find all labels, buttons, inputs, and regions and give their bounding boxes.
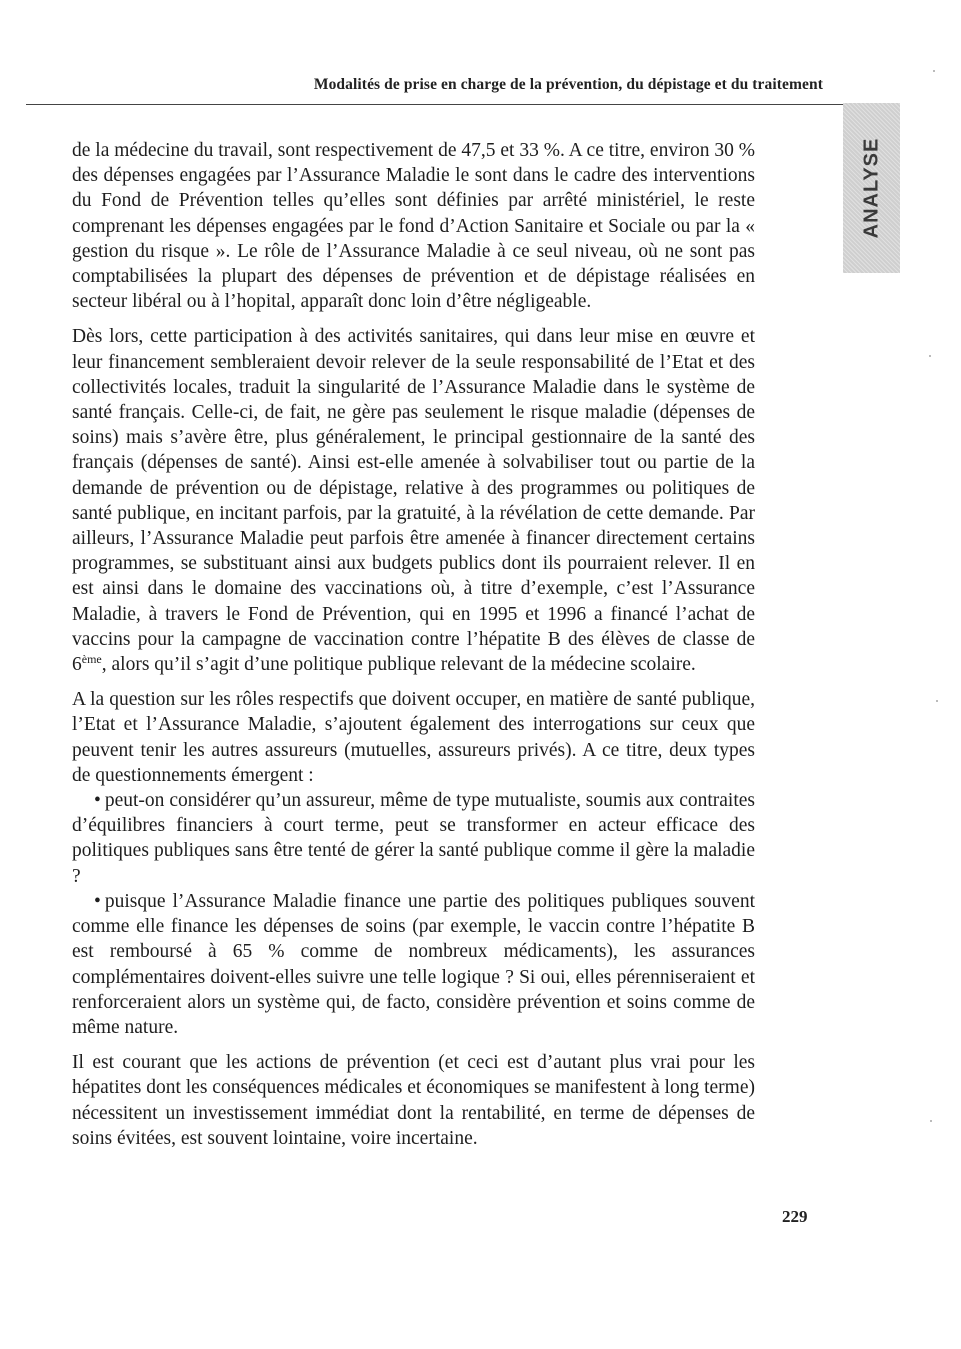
bullet-item-2 [72, 889, 755, 1040]
ordinal-superscript: ème [81, 652, 102, 667]
scan-speck [933, 70, 935, 72]
paragraph-2-text-end: , alors qu’il s’agit d’une politique publique relevant de la médecine scolaire. [101, 654, 696, 676]
scan-speck [930, 1120, 932, 1122]
header-rule [26, 104, 895, 105]
page-number: 229 [782, 1207, 808, 1226]
paragraph-4: Il est courant que les actions de prévention (et ceci est d’autant plus vrai pour les hépatites dont les conséquences médicales et économiques se manifestent à long terme) nécessitent un investissement immédiat dont la rentabilité, en terme de dépenses de soins évitées, est souvent lointaine, voire incertaine. [72, 1052, 755, 1149]
bullet-item-text: puisque l’Assurance Maladie finance une partie des politiques publiques souvent comme elle finance les dépenses de soins (par exemple, le vaccin contre l’hépatite B est remboursé à 65 % comme de nombreux médicaments), les assurances complémentaires doivent-elles suivre une telle logique ? Si oui, elles pérenniseraient et renforceraient alors un système qui, de facto, considère prévention et soins comme de même nature. [72, 890, 755, 1038]
paragraph-1: de la médecine du travail, sont respectivement de 47,5 et 33 %. A ce titre, environ 30 % des dépenses engagées par l’Assurance Maladie le sont dans le cadre des interventions du Fond de Prévention telles qu’elles sont définies par arrêté ministériel, le reste comprenant les dépenses engagées par le fond d’Action Sanitaire et Sociale ou par la « gestion du risque ». Le rôle de l’Assurance Maladie à ce seul niveau, où ne sont pas comptabilisées la plupart des dépenses de prévention et de dépistage réalisées en secteur libéral ou à l’hopital, apparaît donc loin d’être négligeable. [72, 140, 755, 313]
section-tab-label: ANALYSE [860, 137, 882, 239]
bullet-item-1 [72, 788, 755, 889]
scan-speck [929, 355, 931, 357]
scan-speck [936, 700, 938, 702]
bullet-icon: • [94, 890, 101, 912]
section-tab [843, 103, 900, 273]
bullet-icon: • [94, 790, 101, 812]
bullet-item-text: peut-on considérer qu’un assureur, même de type mutualiste, soumis aux contraites d’équilibres financiers à court terme, peut se transformer en acteur efficace des politiques publiques sans être tenté de gérer la santé publique comme il gère la maladie ? [72, 790, 755, 887]
body-text [72, 138, 755, 1161]
paragraph-3: A la question sur les rôles respectifs que doivent occuper, en matière de santé publique, l’Etat et l’Assurance Maladie, s’ajoutent également des interrogations sur ceux que peuvent tenir les autres assureurs (mutuelles, assureurs privés). A ce titre, deux types de questionnements émergent : [72, 689, 755, 786]
running-header: Modalités de prise en charge de la prévention, du dépistage et du traitement [313, 76, 823, 93]
paragraph-2 [72, 324, 755, 677]
paragraph-2-text: Dès lors, cette participation à des activités sanitaires, qui dans leur mise en œuvre et leur financement sembleraient devoir relever de la seule responsabilité de l’Etat et des collectivités locales, traduit la singularité de l’Assurance Maladie dans le système de santé français. Celle-ci, de fait, ne gère pas seulement le risque maladie (dépenses de soins) mais s’avère être, plus généralement, le principal gestionnaire de la santé des français (dépenses de santé). Ainsi est-elle amenée à solvabiliser tout ou partie de la demande de prévention ou de dépistage, relative à des programmes ou politiques de santé publique, en incitant parfois, par la gratuité, à la révélation de cette demande. Par ailleurs, l’Assurance Maladie peut parfois être amenée à financer directement certains programmes, se substituant ainsi aux budgets publics dont ils pourraient relever. Il en est ainsi dans le domaine des vaccinations où, à titre d’exemple, c’est l’Assurance Maladie, à travers le Fond de Prévention, qui en 1995 et 1996 a financé l’achat de vaccins pour la campagne de vaccination contre l’hépatite B des élèves de classe de 6 [72, 326, 755, 676]
